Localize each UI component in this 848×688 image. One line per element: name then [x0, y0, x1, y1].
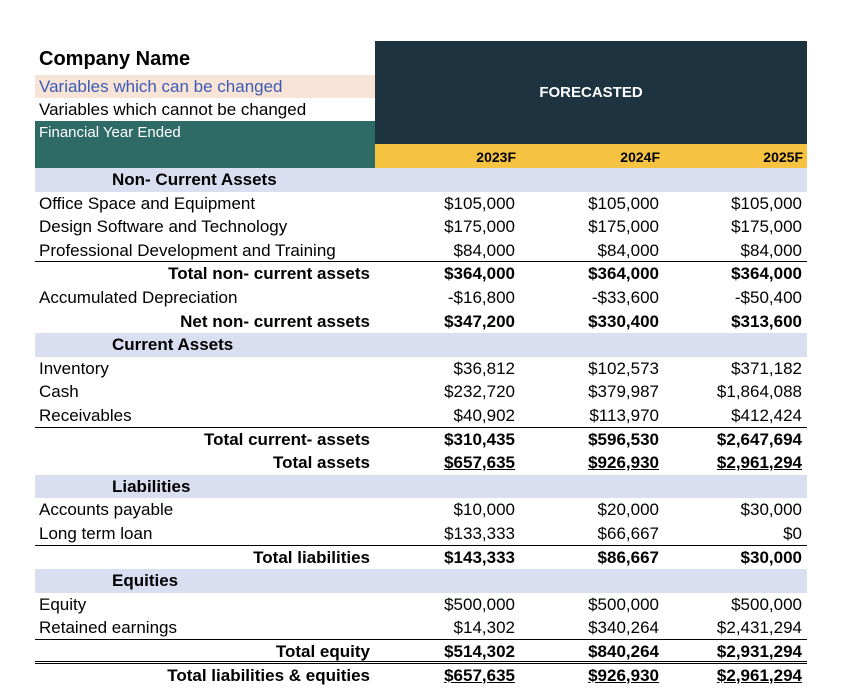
cell-value-2024f: $175,000	[588, 217, 659, 237]
table-row	[35, 310, 807, 334]
row-label: Net non- current assets	[180, 311, 370, 331]
section-header-row	[35, 475, 807, 499]
cell-value-2024f: $330,400	[588, 311, 659, 331]
cell-value-2025f: $30,000	[740, 500, 802, 520]
table-row	[35, 239, 807, 263]
row-label: Total equity	[275, 642, 370, 661]
row-label: Receivables	[39, 406, 132, 425]
row-label: Accounts payable	[39, 500, 174, 520]
cell-value-2023f: $657,635	[444, 665, 515, 685]
cell-value-2023f: $514,302	[444, 642, 515, 661]
cell-value-2024f: $84,000	[597, 240, 659, 260]
cell-value-2025f: $30,000	[740, 547, 802, 567]
cell-value-2023f: $40,902	[453, 406, 515, 425]
table-row	[35, 522, 807, 546]
table-row	[35, 357, 807, 381]
table-row	[35, 593, 807, 617]
row-label: Total assets	[272, 453, 370, 473]
cell-value-2023f: $657,635	[444, 453, 515, 473]
table-row	[35, 498, 807, 522]
section-header-row	[35, 168, 807, 192]
cell-value-2023f: $364,000	[444, 264, 515, 284]
legend-fixed-variables: Variables which cannot be changed	[39, 100, 307, 119]
year-header-2025: 2025F	[763, 149, 803, 165]
row-label: Total non- current assets	[168, 264, 370, 284]
cell-value-2025f: $364,000	[731, 264, 802, 284]
cell-value-2025f: $2,431,294	[716, 618, 802, 638]
cell-value-2023f: -$16,800	[447, 288, 515, 307]
cell-value-2025f: $175,000	[731, 217, 802, 237]
cell-value-2024f: $105,000	[588, 193, 659, 213]
table-row	[35, 616, 807, 640]
table-row	[35, 404, 807, 428]
cell-value-2025f: $500,000	[731, 594, 802, 614]
cell-value-2024f: $596,530	[588, 429, 659, 449]
row-label: Professional Development and Training	[39, 240, 336, 260]
cell-value-2024f: $364,000	[588, 264, 659, 284]
table-row	[35, 262, 807, 286]
cell-value-2023f: $10,000	[453, 500, 515, 520]
table-row	[35, 428, 807, 452]
table-row	[35, 640, 807, 664]
cell-value-2024f: $102,573	[588, 358, 659, 378]
cell-value-2024f: $66,667	[597, 524, 659, 543]
cell-value-2024f: $340,264	[588, 618, 659, 638]
table-row	[35, 286, 807, 310]
year-header-2024: 2024F	[620, 149, 660, 165]
row-label: Current Assets	[112, 335, 234, 355]
row-label: Long term loan	[39, 524, 153, 543]
table-row	[35, 546, 807, 570]
cell-value-2023f: $84,000	[453, 240, 515, 260]
cell-value-2024f: $113,970	[589, 406, 659, 425]
cell-value-2023f: $105,000	[444, 193, 515, 213]
cell-value-2025f: -$50,400	[734, 288, 802, 307]
table-row	[35, 215, 807, 239]
cell-value-2025f: $2,961,294	[716, 665, 802, 685]
row-label: Total liabilities & equities	[167, 665, 370, 685]
cell-value-2025f: $1,864,088	[716, 382, 802, 402]
cell-value-2025f: $313,600	[731, 311, 802, 331]
row-label: Liabilities	[112, 476, 191, 496]
row-label: Design Software and Technology	[39, 217, 288, 237]
cell-value-2024f: $840,264	[588, 642, 659, 661]
cell-value-2024f: -$33,600	[591, 288, 659, 307]
row-label: Retained earnings	[39, 618, 177, 638]
cell-value-2023f: $500,000	[444, 594, 515, 614]
section-header-row	[35, 569, 807, 593]
row-label: Cash	[39, 382, 79, 402]
row-label: Equities	[112, 571, 179, 591]
table-row	[35, 451, 807, 475]
cell-value-2023f: $232,720	[444, 382, 515, 402]
cell-value-2024f: $20,000	[597, 500, 659, 520]
year-header-2023: 2023F	[476, 149, 516, 165]
row-label: Total current- assets	[204, 429, 370, 449]
cell-value-2025f: $2,647,694	[716, 429, 802, 449]
row-label: Inventory	[39, 358, 109, 378]
company-name: Company Name	[39, 48, 191, 70]
financial-year-label: Financial Year Ended	[39, 124, 181, 141]
cell-value-2024f: $86,667	[597, 547, 659, 567]
cell-value-2025f: $84,000	[740, 240, 802, 260]
table-row	[35, 192, 807, 216]
cell-value-2025f: $2,961,294	[716, 453, 802, 473]
cell-value-2023f: $347,200	[444, 311, 515, 331]
row-label: Non- Current Assets	[112, 170, 277, 189]
cell-value-2025f: $412,424	[731, 406, 802, 425]
legend-changeable-variables: Variables which can be changed	[35, 75, 375, 98]
cell-value-2024f: $926,930	[588, 665, 659, 685]
cell-value-2023f: $36,812	[453, 358, 515, 378]
cell-value-2025f: $2,931,294	[716, 642, 802, 661]
section-header-row	[35, 333, 807, 357]
cell-value-2024f: $500,000	[588, 594, 659, 614]
forecasted-label: FORECASTED	[539, 84, 643, 101]
cell-value-2023f: $133,333	[444, 524, 515, 543]
table-row	[35, 664, 807, 688]
cell-value-2024f: $926,930	[588, 453, 659, 473]
row-label: Equity	[39, 594, 87, 614]
cell-value-2025f: $0	[783, 524, 802, 543]
cell-value-2023f: $14,302	[453, 618, 515, 638]
row-label: Total liabilities	[253, 547, 370, 567]
cell-value-2023f: $310,435	[444, 429, 515, 449]
cell-value-2023f: $175,000	[444, 217, 515, 237]
row-label: Office Space and Equipment	[39, 193, 256, 213]
cell-value-2025f: $371,182	[731, 358, 802, 378]
cell-value-2025f: $105,000	[731, 193, 802, 213]
cell-value-2024f: $379,987	[588, 382, 659, 402]
cell-value-2023f: $143,333	[444, 547, 515, 567]
row-label: Accumulated Depreciation	[39, 288, 238, 307]
table-row	[35, 380, 807, 404]
